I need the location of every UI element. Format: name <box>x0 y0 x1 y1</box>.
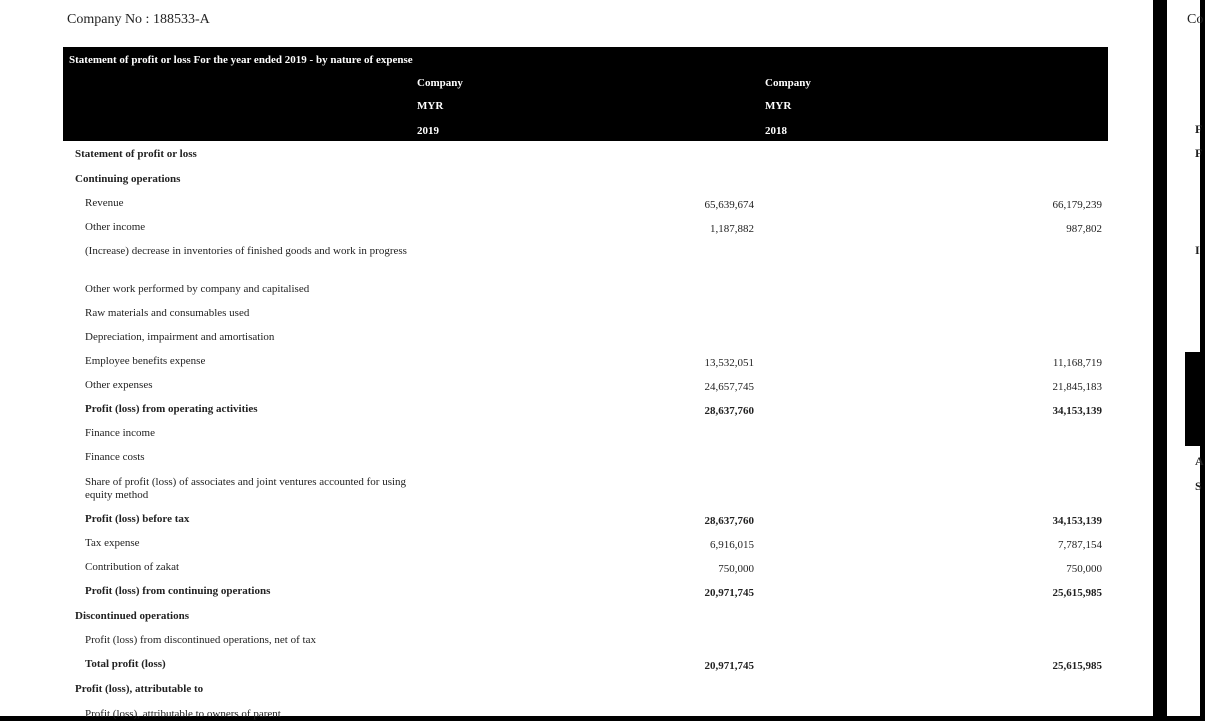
next-page-edge <box>1167 0 1204 716</box>
row-label: Other income <box>85 221 146 233</box>
value-2019: 24,657,745 <box>704 381 754 393</box>
next-page-fragment: F <box>1195 122 1203 136</box>
next-page-fragment: F <box>1195 146 1203 160</box>
value-2019: 13,532,051 <box>704 357 754 369</box>
value-2018: 34,153,139 <box>1052 515 1102 527</box>
value-2018: 987,802 <box>1066 223 1102 235</box>
row-label: Other work performed by company and capitalised <box>85 283 310 295</box>
row-label: Discontinued operations <box>75 610 189 622</box>
value-2018: 750,000 <box>1066 563 1102 575</box>
column-2018-year: 2018 <box>765 125 787 137</box>
row-label: Raw materials and consumables used <box>85 307 250 319</box>
column-2018-entity: Company <box>765 77 811 89</box>
row-label: Contribution of zakat <box>85 561 180 573</box>
row-label: (Increase) decrease in inventories of finished goods and work in progress <box>85 245 407 257</box>
row-label: Total profit (loss) <box>85 658 166 670</box>
value-2018: 66,179,239 <box>1052 199 1102 211</box>
value-2018: 21,845,183 <box>1052 381 1102 393</box>
statement-title: Statement of profit or loss For the year ended 2019 - by nature of expense <box>69 54 413 66</box>
column-2019-entity: Company <box>417 77 463 89</box>
row-label: Profit (loss) from operating activities <box>85 403 258 415</box>
row-label: Profit (loss), attributable to <box>75 683 204 695</box>
value-2018: 7,787,154 <box>1058 539 1102 551</box>
row-label: Profit (loss) before tax <box>85 513 190 525</box>
row-label: Revenue <box>85 197 124 209</box>
value-2019: 6,916,015 <box>710 539 754 551</box>
row-label: Share of profit (loss) of associates and joint ventures accounted for using equity method <box>85 476 407 501</box>
next-page-fragment: A <box>1195 454 1204 468</box>
value-2018: 25,615,985 <box>1052 660 1102 672</box>
value-2019: 20,971,745 <box>704 660 754 672</box>
company-number: Company No : 188533-A <box>67 12 210 27</box>
value-2019: 20,971,745 <box>704 587 754 599</box>
value-2019: 28,637,760 <box>704 405 754 417</box>
row-label: Tax expense <box>85 537 140 549</box>
column-2018-currency: MYR <box>765 100 792 112</box>
value-2019: 1,187,882 <box>710 223 754 235</box>
row-label: Employee benefits expense <box>85 355 206 367</box>
row-label: Finance income <box>85 427 155 439</box>
row-label: Other expenses <box>85 379 153 391</box>
column-2019-year: 2019 <box>417 125 439 137</box>
row-label: Statement of profit or loss <box>75 148 197 160</box>
value-2019: 750,000 <box>718 563 754 575</box>
row-label: Profit (loss) from discontinued operations, net of tax <box>85 634 316 646</box>
row-label: Continuing operations <box>75 173 181 185</box>
row-label: Profit (loss), attributable to owners of parent <box>85 708 281 720</box>
value-2019: 28,637,760 <box>704 515 754 527</box>
value-2018: 11,168,719 <box>1052 357 1102 369</box>
next-page-fragment: I <box>1195 243 1200 257</box>
value-2019: 65,639,674 <box>704 199 754 211</box>
next-page-dark-block <box>1185 352 1205 446</box>
value-2018: 25,615,985 <box>1052 587 1102 599</box>
row-label: Profit (loss) from continuing operations <box>85 585 271 597</box>
row-label: Finance costs <box>85 451 145 463</box>
value-2018: 34,153,139 <box>1052 405 1102 417</box>
row-label: Depreciation, impairment and amortisation <box>85 331 275 343</box>
next-page-header-fragment: Co <box>1187 12 1204 27</box>
next-page-fragment: S <box>1195 479 1202 493</box>
column-2019-currency: MYR <box>417 100 444 112</box>
statement-header <box>63 47 1108 141</box>
